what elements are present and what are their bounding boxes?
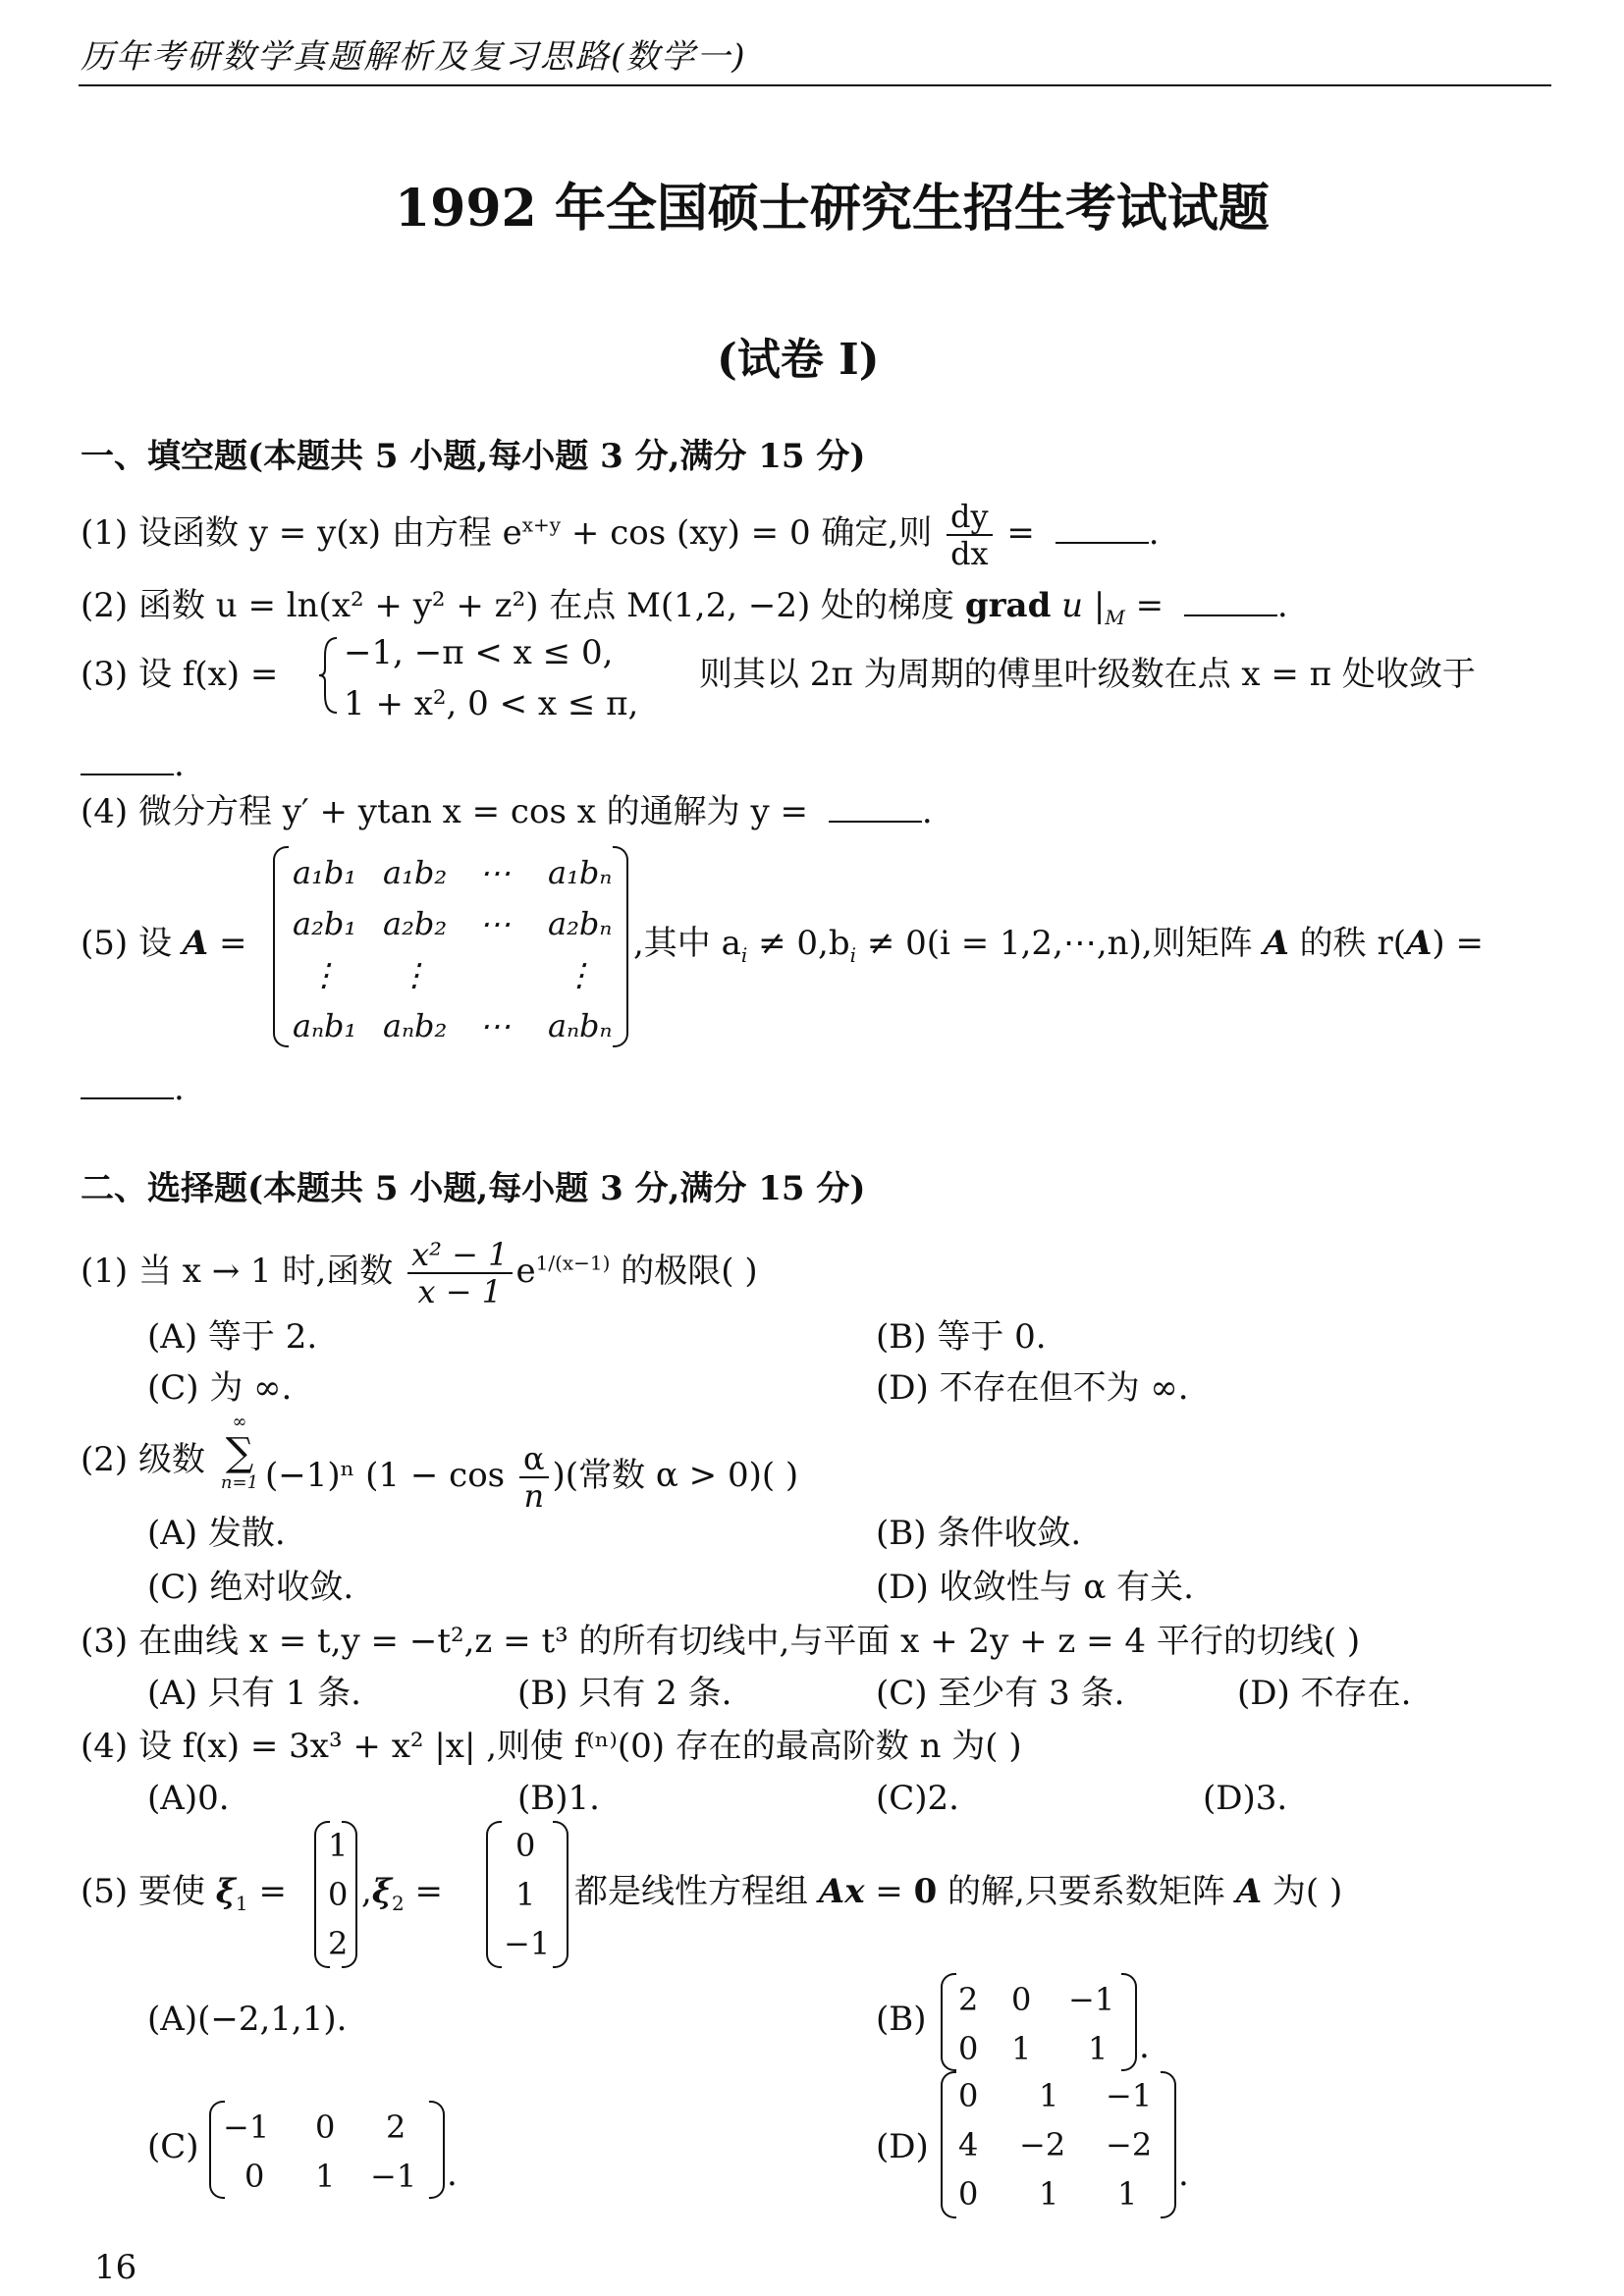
s2-q5-option-b-dot: .	[1139, 2027, 1150, 2066]
s2-q5-xi2-label: $,\xi_2$ =	[361, 1872, 443, 1915]
s2-q3-option-d: (D) 不存在.	[1237, 1674, 1412, 1713]
answer-blank	[829, 793, 922, 823]
s2-q5-option-d-label: (D)	[876, 2127, 929, 2166]
s2-q1-option-a: (A) 等于 2.	[147, 1317, 318, 1357]
s2-q2-option-c: (C) 绝对收敛.	[147, 1568, 354, 1607]
answer-blank	[81, 1070, 174, 1099]
s1-q3-rest: 则其以 2π 为周期的傅里叶级数在点 x = π 处收敛于	[699, 655, 1476, 694]
header-rule	[79, 84, 1551, 86]
s2-q1: (1) 当 x → 1 时,函数 $\frac{\text{x² − 1}}{x - 1}$ $e^{1/(x-1)}$ 的极限( )	[81, 1236, 758, 1310]
vector-xi2: 0 1 −1	[486, 1821, 568, 1968]
s2-q5-option-b-label: (B)	[876, 2000, 927, 2039]
s1-q3-prefix: (3) 设 f(x) =	[81, 655, 279, 694]
s1-q5-blank-line: .	[71, 1070, 185, 1105]
s2-q2-prefix: (2) 级数	[81, 1440, 205, 1479]
alpha-over-n: $\frac{\alpha}{n}$	[519, 1443, 549, 1512]
s1-q5-rest: ,其中 $a_i \ne 0,b_i \ne 0(i$ = 1,2,⋯,n),则矩阵 A 的秩 r(A) =	[633, 924, 1484, 967]
running-header: 历年考研数学真题解析及复习思路(数学一)	[81, 37, 747, 77]
answer-blank	[81, 746, 174, 775]
s2-q4-option-d: (D)3.	[1203, 1779, 1288, 1818]
paper-subtitle: (试卷 Ⅰ)	[717, 335, 880, 385]
section-2-heading: 二、选择题(本题共 5 小题,每小题 3 分,满分 15 分)	[81, 1169, 866, 1208]
piecewise-case-1: −1, −π < x ≤ 0,	[344, 633, 614, 672]
s2-q5-option-c-dot: .	[447, 2155, 458, 2194]
s2-q5-prefix: (5) 要使 $\xi_1$ =	[81, 1872, 287, 1915]
s2-q5-option-d-matrix: 0 1 −1 4 −2 −2 0 1 1	[941, 2071, 1176, 2218]
s2-q2-option-a: (A) 发散.	[147, 1514, 286, 1553]
answer-blank	[1184, 587, 1277, 616]
s2-q4-option-c: (C)2.	[876, 1779, 959, 1818]
s2-q2-body: (−1)ⁿ (1 − cos $\frac{\alpha}{n}$ )(常数 α > 0)( )	[265, 1440, 799, 1515]
summation: ∞ ∑ n=1	[220, 1412, 259, 1493]
s2-q1-option-d: (D) 不存在但不为 ∞.	[876, 1368, 1189, 1408]
s2-q5-option-c-label: (C)	[147, 2127, 199, 2166]
s2-q5-rest: 都是线性方程组 Ax = 0 的解,只要系数矩阵 A 为( )	[574, 1872, 1343, 1911]
s2-q1-option-b: (B) 等于 0.	[876, 1317, 1047, 1357]
s1-q1: (1) 设函数 y = y(x) 由方程 $e^{x+y} + \cos (xy) = 0$ 确定,则 $\frac{dy}{dx}$ = .	[81, 498, 1160, 572]
s2-q4-option-b: (B)1.	[517, 1779, 600, 1818]
s2-q5-option-c-matrix: −1 0 2 0 1 −1	[209, 2101, 445, 2199]
s2-q2-option-d: (D) 收敛性与 α 有关.	[876, 1568, 1194, 1607]
s2-q2-option-b: (B) 条件收敛.	[876, 1514, 1082, 1553]
s1-q5-prefix: (5) 设 A =	[81, 924, 247, 963]
limit-fraction: $\frac{\text{x² − 1}}{x - 1}$	[407, 1239, 512, 1308]
piecewise-case-2: 1 + x², 0 < x ≤ π,	[344, 684, 639, 723]
derivative-fraction: $\frac{dy}{dx}$	[947, 501, 993, 569]
s1-q4: (4) 微分方程 y′ + ytan x = cos x 的通解为 y = .	[81, 792, 933, 831]
s2-q4-option-a: (A)0.	[147, 1779, 230, 1818]
s2-q3: (3) 在曲线 x = t,y = −t²,z = t³ 的所有切线中,与平面 x + 2y + z = 4 平行的切线( )	[81, 1622, 1361, 1661]
s2-q3-option-a: (A) 只有 1 条.	[147, 1674, 361, 1713]
section-1-heading: 一、填空题(本题共 5 小题,每小题 3 分,满分 15 分)	[81, 437, 866, 476]
s1-q3-blank-line: .	[71, 746, 185, 781]
s2-q5-option-b-matrix: 2 0 −1 0 1 1	[941, 1973, 1137, 2071]
page-number: 16	[94, 2248, 137, 2287]
piecewise-brace	[319, 636, 339, 715]
vector-xi1: 1 0 2	[314, 1821, 357, 1968]
s2-q4: (4) 设 f(x) = 3x³ + x² |x| ,则使 f⁽ⁿ⁾(0) 存在的最高阶数 n 为( )	[81, 1727, 1022, 1766]
page-title: 1992 年全国硕士研究生招生考试试题	[395, 179, 1270, 239]
s2-q3-option-c: (C) 至少有 3 条.	[876, 1674, 1125, 1713]
s2-q1-option-c: (C) 为 ∞.	[147, 1368, 293, 1408]
s2-q5-option-d-dot: .	[1178, 2155, 1189, 2194]
matrix-A: a₁b₁ a₁b₂ ⋯ a₁bₙ a₂b₁ a₂b₂ ⋯ a₂bₙ ⋮ ⋮ ⋮ aₙb₁ aₙb₂ ⋯ aₙbₙ	[273, 846, 628, 1047]
s2-q3-option-b: (B) 只有 2 条.	[517, 1674, 732, 1713]
s2-q5-option-a: (A)(−2,1,1).	[147, 2000, 348, 2039]
s1-q2: (2) 函数 u = ln(x² + y² + z²) 在点 M(1,2, −2) 处的梯度 grad u $|_M$ = .	[81, 586, 1288, 629]
answer-blank	[1056, 514, 1149, 544]
